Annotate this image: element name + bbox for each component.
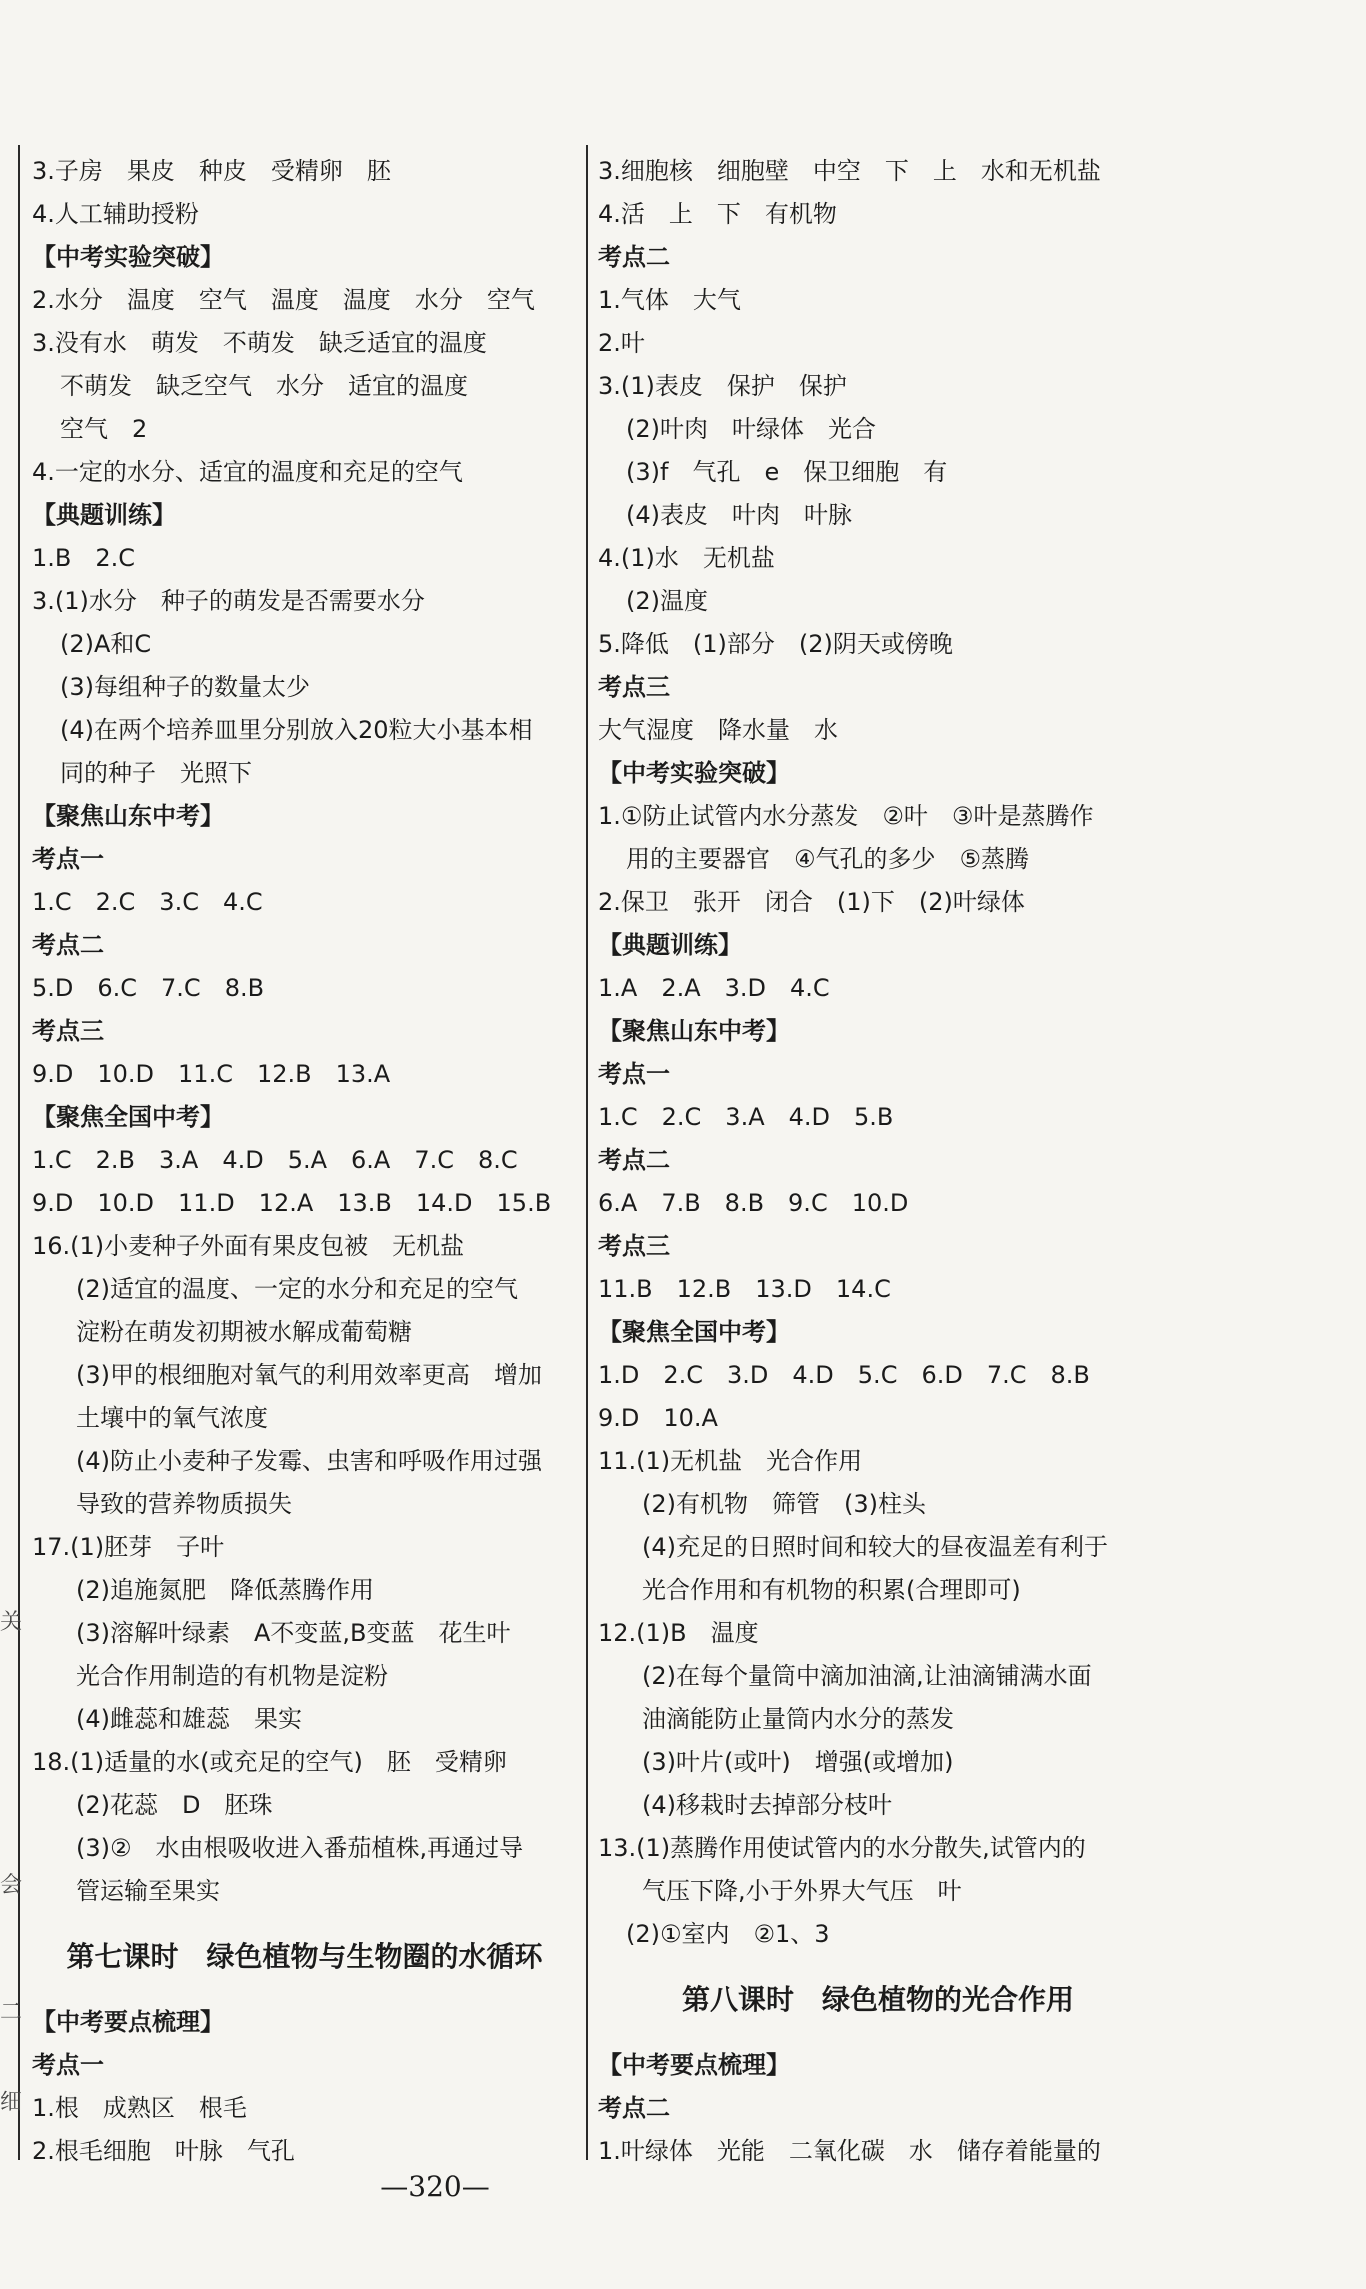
section-heading: 【聚焦全国中考】 — [598, 1318, 790, 1346]
answer-line: (2)花蕊 D 胚珠 — [76, 1791, 273, 1819]
answer-line: (3)f 气孔 e 保卫细胞 有 — [626, 458, 948, 486]
answer-line: 2.根毛细胞 叶脉 气孔 — [32, 2137, 295, 2165]
answer-line: 9.D 10.D 11.C 12.B 13.A — [32, 1060, 391, 1088]
section-heading: 考点一 — [32, 2051, 104, 2079]
answer-line: 3.没有水 萌发 不萌发 缺乏适宜的温度 — [32, 329, 487, 357]
section-heading: 【中考要点梳理】 — [598, 2051, 790, 2079]
section-heading: 考点二 — [32, 931, 104, 959]
answer-line: 2.水分 温度 空气 温度 温度 水分 空气 — [32, 286, 535, 314]
answer-line: (3)每组种子的数量太少 — [60, 673, 310, 701]
answer-line: 12.(1)B 温度 — [598, 1619, 759, 1647]
section-title: 第七课时 绿色植物与生物圈的水循环 — [66, 1940, 543, 1973]
answer-line: 土壤中的氧气浓度 — [76, 1404, 268, 1432]
margin-mark: 二 — [0, 2000, 23, 2025]
answer-line: 2.叶 — [598, 329, 645, 357]
answer-line: (3)② 水由根吸收进入番茄植株,再通过导 — [76, 1834, 524, 1862]
answer-line: 4.一定的水分、适宜的温度和充足的空气 — [32, 458, 463, 486]
answer-line: (2)叶肉 叶绿体 光合 — [626, 415, 876, 443]
answer-line: 1.气体 大气 — [598, 286, 741, 314]
answer-line: 1.A 2.A 3.D 4.C — [598, 974, 830, 1002]
answer-line: 1.根 成熟区 根毛 — [32, 2094, 247, 2122]
answer-line: (3)溶解叶绿素 A不变蓝,B变蓝 花生叶 — [76, 1619, 511, 1647]
section-heading: 【聚焦山东中考】 — [598, 1017, 790, 1045]
margin-mark: 关 — [0, 1610, 23, 1635]
answer-line: 同的种子 光照下 — [60, 759, 252, 787]
right-column — [598, 150, 1158, 2173]
section-heading: 【中考实验突破】 — [598, 759, 790, 787]
answer-line: (4)充足的日照时间和较大的昼夜温差有利于 — [642, 1533, 1108, 1561]
section-heading: 考点一 — [598, 1060, 670, 1088]
answer-line: (3)叶片(或叶) 增强(或增加) — [642, 1748, 954, 1776]
answer-line: 18.(1)适量的水(或充足的空气) 胚 受精卵 — [32, 1748, 507, 1776]
answer-line: 5.D 6.C 7.C 8.B — [32, 974, 265, 1002]
section-heading: 考点二 — [598, 243, 670, 271]
answer-line: 13.(1)蒸腾作用使试管内的水分散失,试管内的 — [598, 1834, 1086, 1862]
answer-line: (4)移栽时去掉部分枝叶 — [642, 1791, 892, 1819]
answer-line: 3.子房 果皮 种皮 受精卵 胚 — [32, 157, 391, 185]
answer-line: 11.(1)无机盐 光合作用 — [598, 1447, 863, 1475]
answer-line: 16.(1)小麦种子外面有果皮包被 无机盐 — [32, 1232, 465, 1260]
answer-line: 6.A 7.B 8.B 9.C 10.D — [598, 1189, 909, 1217]
answer-line: 大气湿度 降水量 水 — [598, 716, 838, 744]
section-heading: 考点三 — [598, 673, 670, 701]
section-heading: 考点三 — [598, 1232, 670, 1260]
section-heading: 【聚焦山东中考】 — [32, 802, 224, 830]
answer-line: 管运输至果实 — [76, 1877, 220, 1905]
margin-mark: 细 — [0, 2090, 23, 2115]
answer-line: 1.B 2.C — [32, 544, 136, 572]
answer-line: (4)表皮 叶肉 叶脉 — [626, 501, 852, 529]
answer-line: (3)甲的根细胞对氧气的利用效率更高 增加 — [76, 1361, 542, 1389]
answer-line: 导致的营养物质损失 — [76, 1490, 292, 1518]
answer-line: 1.D 2.C 3.D 4.D 5.C 6.D 7.C 8.B — [598, 1361, 1090, 1389]
answer-line: 4.人工辅助授粉 — [32, 200, 199, 228]
answer-line: 油滴能防止量筒内水分的蒸发 — [642, 1705, 954, 1733]
answer-line: 9.D 10.A — [598, 1404, 718, 1432]
answer-line: (4)防止小麦种子发霉、虫害和呼吸作用过强 — [76, 1447, 542, 1475]
answer-line: 4.活 上 下 有机物 — [598, 200, 837, 228]
left-column — [32, 150, 577, 2173]
section-heading: 【典题训练】 — [598, 931, 742, 959]
answer-line: 2.保卫 张开 闭合 (1)下 (2)叶绿体 — [598, 888, 1025, 916]
section-heading: 【中考实验突破】 — [32, 243, 224, 271]
answer-line: 淀粉在萌发初期被水解成葡萄糖 — [76, 1318, 412, 1346]
answer-line: 气压下降,小于外界大气压 叶 — [642, 1877, 962, 1905]
answer-line: (4)在两个培养皿里分别放入20粒大小基本相 — [60, 716, 533, 744]
left-column-rule — [18, 145, 20, 2160]
middle-column-rule — [586, 145, 588, 2160]
section-heading: 考点二 — [598, 2094, 670, 2122]
section-heading: 【中考要点梳理】 — [32, 2008, 224, 2036]
answer-line: (2)有机物 筛管 (3)柱头 — [642, 1490, 926, 1518]
answer-line: 5.降低 (1)部分 (2)阴天或傍晚 — [598, 630, 953, 658]
answer-line: (4)雌蕊和雄蕊 果实 — [76, 1705, 302, 1733]
answer-line: 空气 2 — [60, 415, 148, 443]
answer-line: 1.①防止试管内水分蒸发 ②叶 ③叶是蒸腾作 — [598, 802, 1094, 830]
answer-line: (2)适宜的温度、一定的水分和充足的空气 — [76, 1275, 518, 1303]
answer-line: 光合作用和有机物的积累(合理即可) — [642, 1576, 1021, 1604]
section-heading: 【聚焦全国中考】 — [32, 1103, 224, 1131]
answer-line: 不萌发 缺乏空气 水分 适宜的温度 — [60, 372, 468, 400]
answer-line: 光合作用制造的有机物是淀粉 — [76, 1662, 388, 1690]
answer-line: 11.B 12.B 13.D 14.C — [598, 1275, 891, 1303]
answer-line: 用的主要器官 ④气孔的多少 ⑤蒸腾 — [626, 845, 1030, 873]
answer-line: 4.(1)水 无机盐 — [598, 544, 775, 572]
section-title: 第八课时 绿色植物的光合作用 — [681, 1983, 1074, 2016]
page-number: —320— — [380, 2170, 490, 2203]
answer-line: (2)追施氮肥 降低蒸腾作用 — [76, 1576, 374, 1604]
section-heading: 考点三 — [32, 1017, 104, 1045]
margin-mark: 会 — [0, 1873, 23, 1898]
answer-line: 1.C 2.C 3.A 4.D 5.B — [598, 1103, 894, 1131]
answer-line: 1.C 2.B 3.A 4.D 5.A 6.A 7.C 8.C — [32, 1146, 518, 1174]
section-heading: 考点二 — [598, 1146, 670, 1174]
answer-line: (2)温度 — [626, 587, 708, 615]
answer-line: (2)A和C — [60, 630, 152, 658]
answer-line: 3.(1)表皮 保护 保护 — [598, 372, 847, 400]
answer-line: 3.(1)水分 种子的萌发是否需要水分 — [32, 587, 425, 615]
answer-line: 1.C 2.C 3.C 4.C — [32, 888, 263, 916]
answer-line: 9.D 10.D 11.D 12.A 13.B 14.D 15.B — [32, 1189, 552, 1217]
section-heading: 考点一 — [32, 845, 104, 873]
answer-line: (2)在每个量筒中滴加油滴,让油滴铺满水面 — [642, 1662, 1092, 1690]
section-heading: 【典题训练】 — [32, 501, 176, 529]
answer-line: 1.叶绿体 光能 二氧化碳 水 储存着能量的 — [598, 2137, 1101, 2165]
answer-line: 17.(1)胚芽 子叶 — [32, 1533, 225, 1561]
answer-line: 3.细胞核 细胞壁 中空 下 上 水和无机盐 — [598, 157, 1101, 185]
answer-line: (2)①室内 ②1、3 — [626, 1920, 830, 1948]
